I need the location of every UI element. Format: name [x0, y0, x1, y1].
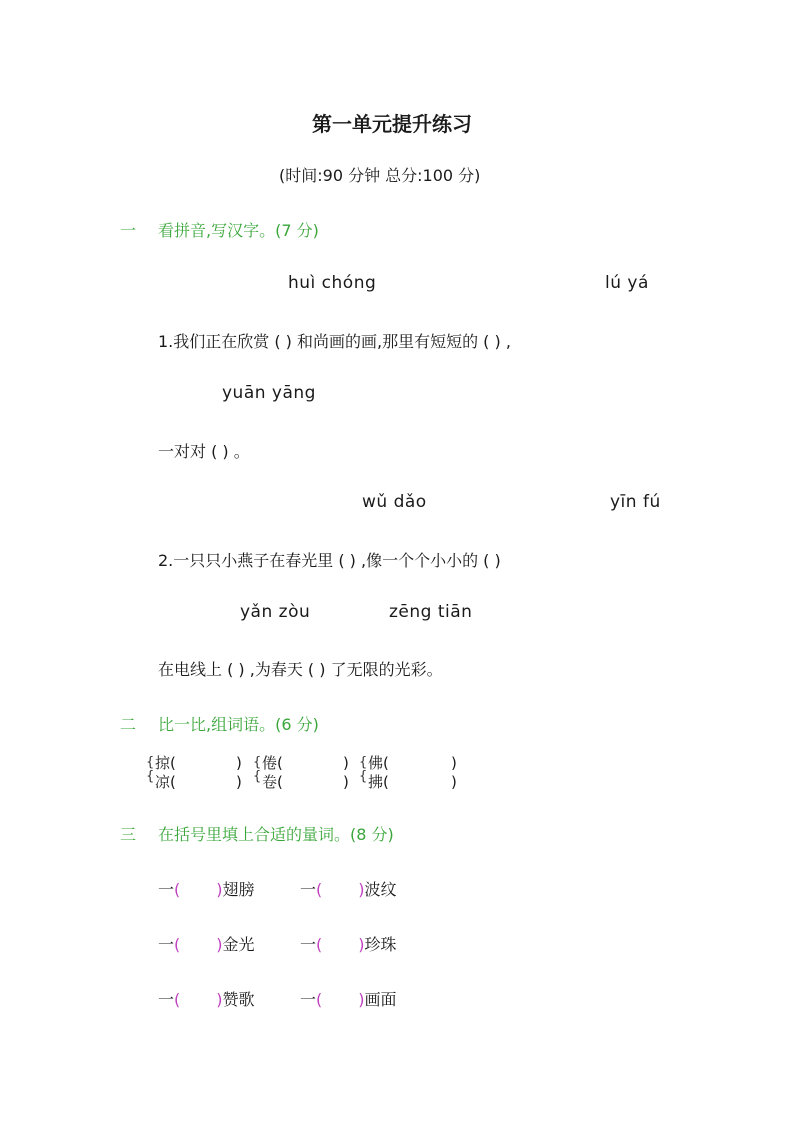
measure-close-paren: ) [216, 990, 223, 1009]
pair-top-close: ) [236, 754, 242, 772]
pair-bottom-char: 拂( [368, 773, 389, 791]
pair-bottom-char: 卷( [262, 773, 283, 791]
section-3-title: 在括号里填上合适的量词。(8 分) [158, 825, 394, 844]
measure-noun: 赞歌 [222, 990, 255, 1009]
brace-icon: { { [146, 755, 155, 784]
pair-top-char: 倦( [262, 754, 283, 772]
measure-item [300, 987, 397, 1010]
measure-yi: 一 [158, 880, 175, 899]
pinyin-huichong: huì chóng [288, 273, 377, 293]
measure-open-paren: ( [174, 935, 181, 954]
pair-bottom-close: ) [236, 773, 242, 791]
pinyin-wudao: wǔ dǎo [362, 492, 427, 512]
q1-line-2: 一对对 ( ) 。 [158, 442, 250, 461]
measure-item [158, 987, 255, 1010]
measure-item [300, 877, 397, 900]
pair-bottom-char: 凉( [155, 773, 176, 791]
pinyin-yuanyang: yuān yāng [222, 383, 316, 403]
brace-icon: { { [253, 755, 262, 784]
pinyin-yinfu: yīn fú [610, 492, 661, 512]
measure-yi: 一 [158, 990, 175, 1009]
measure-noun: 珍珠 [364, 935, 397, 954]
measure-close-paren: ) [216, 880, 223, 899]
measure-yi: 一 [300, 990, 317, 1009]
measure-yi: 一 [300, 935, 317, 954]
section-1-number: 一 [120, 221, 137, 240]
measure-noun: 波纹 [364, 880, 397, 899]
measure-open-paren: ( [316, 935, 323, 954]
section-1-heading [120, 218, 319, 241]
brace-icon: { { [359, 755, 368, 784]
measure-item [158, 932, 255, 955]
measure-noun: 金光 [222, 935, 255, 954]
pair-top-char: 佛( [368, 754, 389, 772]
section-2-title: 比一比,组词语。(6 分) [158, 715, 319, 734]
measure-yi: 一 [158, 935, 175, 954]
measure-noun: 画面 [364, 990, 397, 1009]
measure-open-paren: ( [316, 990, 323, 1009]
pair-top-close: ) [451, 754, 457, 772]
measure-close-paren: ) [358, 990, 365, 1009]
measure-yi: 一 [300, 880, 317, 899]
section-2-number: 二 [120, 715, 137, 734]
measure-item [300, 932, 397, 955]
q1-line-1: 1.我们正在欣赏 ( ) 和尚画的画,那里有短短的 ( ) , [158, 332, 511, 351]
measure-noun: 翅膀 [222, 880, 255, 899]
q2-line-2: 在电线上 ( ) ,为春天 ( ) 了无限的光彩。 [158, 660, 443, 679]
section-1-title: 看拼音,写汉字。(7 分) [158, 221, 319, 240]
pinyin-yanzou: yǎn zòu [240, 602, 311, 622]
exam-meta: (时间:90 分钟 总分:100 分) [279, 166, 481, 185]
section-2-heading [120, 712, 319, 735]
measure-close-paren: ) [358, 880, 365, 899]
measure-close-paren: ) [216, 935, 223, 954]
measure-open-paren: ( [174, 880, 181, 899]
pair-top-close: ) [343, 754, 349, 772]
page-title: 第一单元提升练习 [312, 112, 472, 136]
pair-bottom-close: ) [343, 773, 349, 791]
pinyin-luya: lú yá [605, 273, 649, 293]
measure-item [158, 877, 255, 900]
section-3-heading [120, 822, 394, 845]
measure-close-paren: ) [358, 935, 365, 954]
section-3-number: 三 [120, 825, 137, 844]
measure-open-paren: ( [316, 880, 323, 899]
measure-open-paren: ( [174, 990, 181, 1009]
q2-line-1: 2.一只只小燕子在春光里 ( ) ,像一个个小小的 ( ) [158, 551, 501, 570]
pair-bottom-close: ) [451, 773, 457, 791]
pair-top-char: 掠( [155, 754, 176, 772]
pinyin-zengtian: zēng tiān [389, 602, 473, 622]
